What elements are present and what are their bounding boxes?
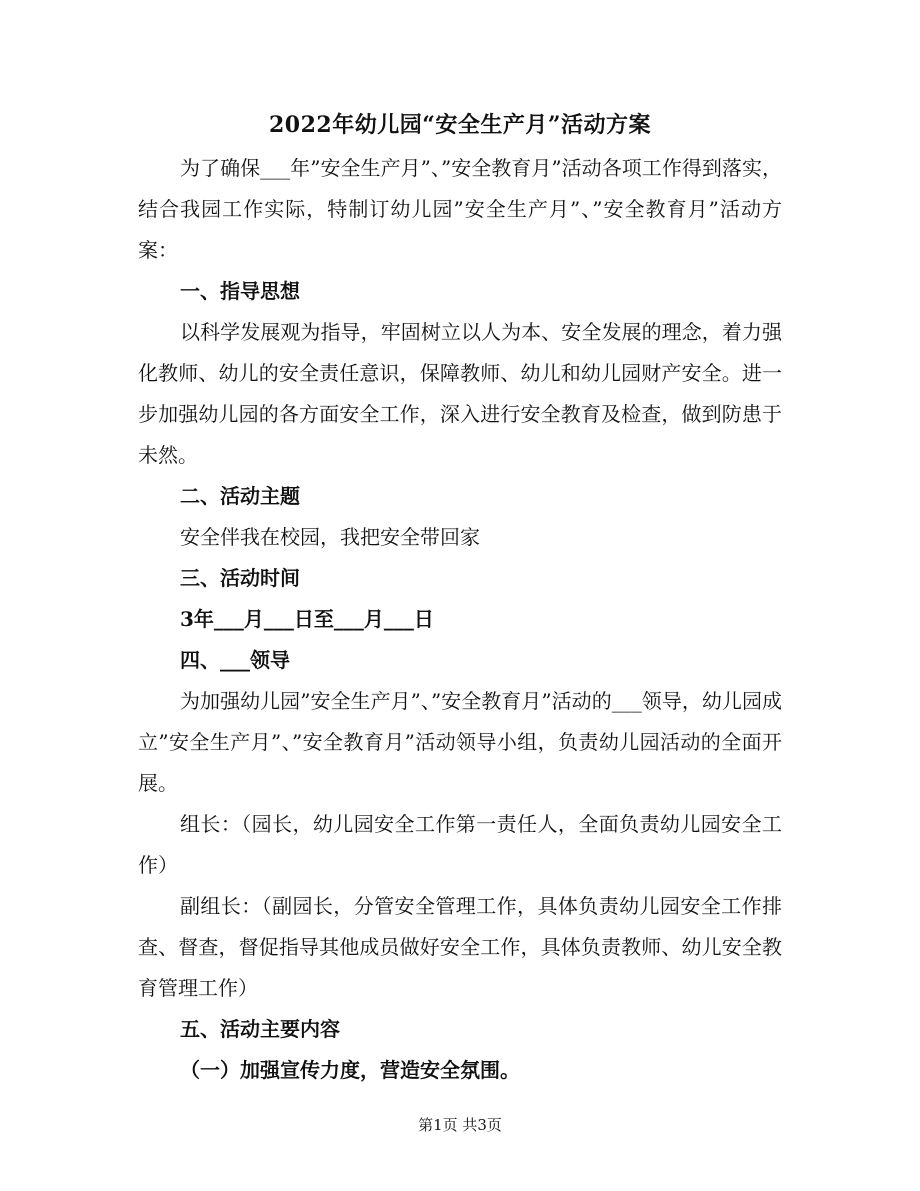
subsection-heading-publicity: （一）加强宣传力度，营造安全氛围。 [180,1058,520,1082]
section-heading-main-content: 五、活动主要内容 [180,1017,340,1041]
guiding-ideology-paragraph: 以科学发展观为指导，牢固树立以人为本、安全发展的理念，着力强化教师、幼儿的安全责任意识，保障教师、幼儿和幼儿园财产安全。进一步加强幼儿园的各方面安全工作，深入进行安全教育及检查，做到防患于未然。 [138,320,782,467]
leadership-paragraph: 为加强幼儿园”安全生产月”、”安全教育月”活动的___领导，幼儿园成立”安全生产月”、”安全教育月”活动领导小组，负责幼儿园活动的全面开展。 [138,689,782,795]
activity-theme-paragraph: 安全伴我在校园，我把安全带回家 [180,525,480,549]
deputy-leader-paragraph: 副组长：（副园长，分管安全管理工作，具体负责幼儿园安全工作排查、督查，督促指导其他成员做好安全工作，具体负责教师、幼儿安全教育管理工作） [138,894,782,1000]
intro-paragraph: 为了确保___年”安全生产月”、”安全教育月”活动各项工作得到落实，结合我园工作实际，特制订幼儿园”安全生产月”、”安全教育月”活动方案： [138,156,782,262]
section-heading-activity-theme: 二、活动主题 [180,484,300,508]
section-heading-guiding-ideology: 一、指导思想 [180,279,300,303]
section-heading-leadership: 四、___领导 [180,648,290,672]
activity-time-range: 3年___月___日至___月___日 [180,607,434,631]
section-heading-activity-time: 三、活动时间 [180,566,300,590]
document-body [138,148,782,1091]
document-title: 2022年幼儿园“安全生产月”活动方案 [268,112,652,138]
page-footer: 第1页 共3页 [418,1116,502,1134]
group-leader-paragraph: 组长：（园长，幼儿园安全工作第一责任人，全面负责幼儿园安全工作） [138,812,782,877]
